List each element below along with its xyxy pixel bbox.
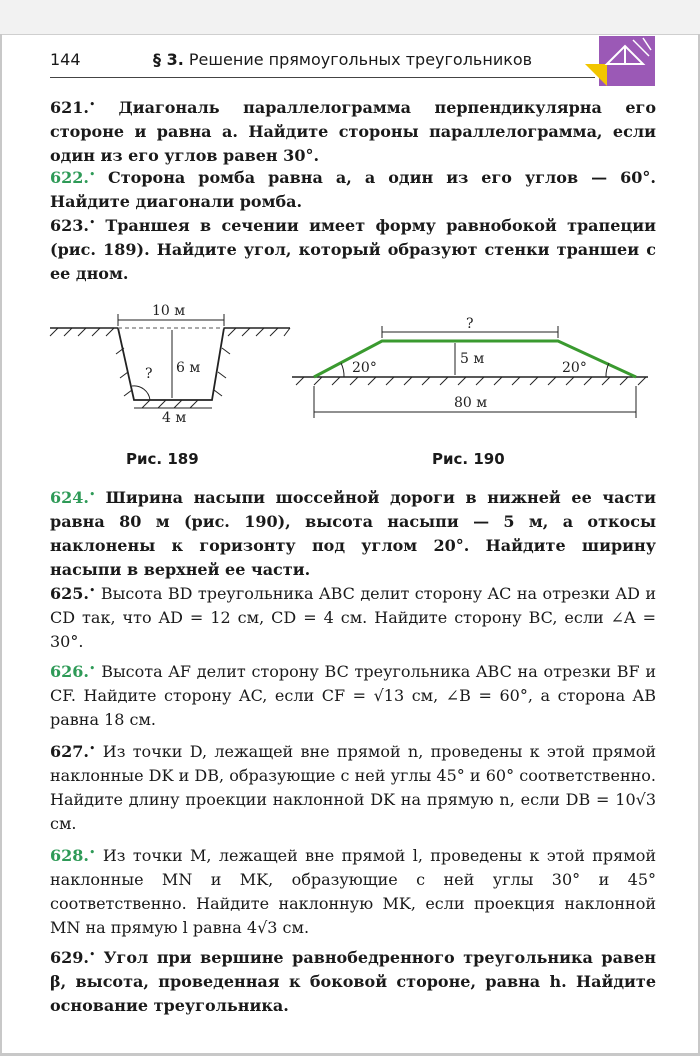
problem-number: 628. xyxy=(50,846,89,865)
problem-text: Сторона ромба равна a, а один из его углов — 60°. Найдите диагонали ромба. xyxy=(50,168,656,211)
fig190-height-label: 5 м xyxy=(460,351,485,367)
difficulty-star: • xyxy=(88,168,96,181)
problem-number: 626. xyxy=(50,662,89,681)
problem-628 xyxy=(50,844,656,940)
fig190-top-label: ? xyxy=(466,316,474,332)
fig190-caption: Рис. 190 xyxy=(432,450,505,468)
problem-625 xyxy=(50,582,656,654)
top-bar xyxy=(0,0,700,35)
fig189-top-label: 10 м xyxy=(152,303,186,319)
problem-626 xyxy=(50,660,656,732)
difficulty-star: • xyxy=(88,662,96,675)
problem-623 xyxy=(50,214,656,286)
fig190-bottom-label: 80 м xyxy=(454,395,488,411)
fig190-left-angle: 20° xyxy=(352,360,377,376)
section-name: Решение прямоугольных треугольников xyxy=(188,50,533,69)
page-header xyxy=(50,48,595,76)
difficulty-star: • xyxy=(88,488,96,501)
fig189-caption: Рис. 189 xyxy=(126,450,199,468)
problem-number: 627. xyxy=(50,742,89,761)
problem-number: 621. xyxy=(50,98,89,117)
fig189-height-label: 6 м xyxy=(176,360,201,376)
problem-number: 622. xyxy=(50,168,89,187)
problem-text: Из точки D, лежащей вне прямой n, проведены к этой прямой наклонные DK и DB, образующие с ней углы 45° и 60° соответственно. Найдите длину проекции наклонной DK на прямую n, если DB = 10√3 см. xyxy=(50,742,656,833)
figure-189-trench xyxy=(50,303,290,426)
problem-number: 624. xyxy=(50,488,89,507)
section-title xyxy=(153,50,532,69)
problem-621 xyxy=(50,96,656,168)
problem-text: Угол при вершине равнобедренного треугольника равен β, высота, проведенная к боковой стороне, равна h. Найдите основание треугольника. xyxy=(50,948,656,1015)
problem-624 xyxy=(50,486,656,582)
fig190-right-angle: 20° xyxy=(562,360,587,376)
problem-629 xyxy=(50,946,656,1018)
problem-text: Диагональ параллелограмма перпендикулярна его стороне и равна a. Найдите стороны параллелограмма, если один из его углов равен 30°. xyxy=(50,98,656,165)
problem-number: 629. xyxy=(50,948,89,967)
problem-text: Высота BD треугольника ABC делит сторону AC на отрезки AD и CD так, что AD = 12 см, CD = 4 см. Найдите сторону BC, если ∠A = 30°. xyxy=(50,584,656,651)
textbook-logo-icon xyxy=(585,36,655,86)
problem-text: Ширина насыпи шоссейной дороги в нижней ее части равна 80 м (рис. 190), высота насыпи — 5 м, а откосы наклонены к горизонту под углом 20°. Найдите ширину насыпи в верхней ее части. xyxy=(50,488,656,579)
difficulty-star: • xyxy=(88,98,96,111)
difficulty-star: • xyxy=(88,846,96,859)
problem-text: Траншея в сечении имеет форму равнобокой трапеции (рис. 189). Найдите угол, который образуют стенки траншеи с ее дном. xyxy=(50,216,656,283)
fig189-angle-label: ? xyxy=(145,366,153,382)
figure-190-embankment xyxy=(292,316,648,418)
problem-text: Из точки M, лежащей вне прямой l, проведены к этой прямой наклонные MN и MK, образующие с ней углы 30° и 45° соответственно. Найдите наклонную MK, если проекция наклонной MN на прямую l равна 4√3 см. xyxy=(50,846,656,937)
problem-627 xyxy=(50,740,656,836)
page-number: 144 xyxy=(50,50,81,69)
difficulty-star: • xyxy=(88,742,96,755)
section-mark: § 3. xyxy=(153,50,184,69)
difficulty-star: • xyxy=(88,948,96,961)
problem-number: 623. xyxy=(50,216,89,235)
frame-left xyxy=(0,34,2,1056)
fig189-bottom-label: 4 м xyxy=(162,410,187,426)
header-rule xyxy=(50,77,595,78)
problem-number: 625. xyxy=(50,584,89,603)
difficulty-star: • xyxy=(88,216,96,229)
figures-area xyxy=(0,290,700,480)
difficulty-star: • xyxy=(88,584,96,597)
problem-text: Высота AF делит сторону BC треугольника ABC на отрезки BF и CF. Найдите сторону AC, если CF = √13 см, ∠B = 60°, а сторона AB равна 18 см. xyxy=(50,662,656,729)
problem-622 xyxy=(50,166,656,214)
